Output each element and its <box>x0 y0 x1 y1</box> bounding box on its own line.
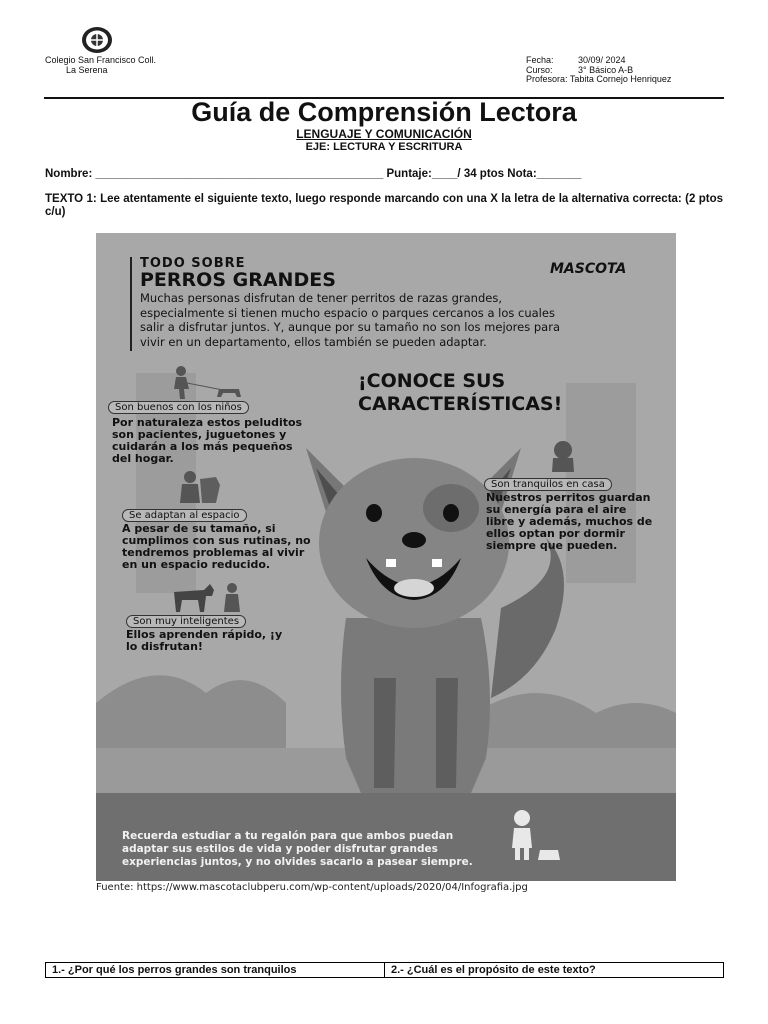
infographic-brand-logo: MASCOTA <box>550 261 627 277</box>
infographic-footer-note: Recuerda estudiar a tu regalón para que ambos puedan adaptar sus estilos de vida y poder disfrutar grandes experiencias juntos, y no olvides sacarlo a pasear siempre. <box>122 830 473 868</box>
infographic-cta: ¡CONOCE SUS CARACTERÍSTICAS! <box>358 370 563 415</box>
school-city: La Serena <box>66 65 108 75</box>
trait-text-intelligent: Ellos aprenden rápido, ¡y lo disfrutan! <box>126 628 283 653</box>
trait-text-calm: Nuestros perritos guardan su energía para el aire libre y además, muchos de ellos optan por dormir siempre que pueden. <box>486 491 653 552</box>
date-value: 30/09/ 2024 <box>578 55 626 65</box>
axis-heading: EJE: LECTURA Y ESCRITURA <box>305 141 463 153</box>
infographic-image <box>96 233 676 881</box>
infographic-intro: Muchas personas disfrutan de tener perritos de razas grandes, especialmente si tienen mucho espacio o parques cercanos a los cuales salir a disfrutar juntos. Y, aunque por su tamaño no son los mejores para vivir en un departamento, ellos también se pueden adaptar. <box>140 291 561 349</box>
trait-text-children: Por naturaleza estos peluditos son pacientes, juguetones y cuidarán a los más pequeños del hogar. <box>112 416 303 465</box>
child-walking-dog-icon <box>151 365 251 401</box>
course-value: 3° Básico A-B <box>578 65 634 75</box>
trait-label-space: Se adaptan al espacio <box>122 509 247 522</box>
dog-sleeping-icon <box>548 438 578 474</box>
dog-playing-icon <box>166 580 256 616</box>
question-1: 1.- ¿Por qué los perros grandes son tranquilos <box>46 963 385 977</box>
trait-label-calm: Son tranquilos en casa <box>484 478 612 491</box>
child-hugging-dog-icon <box>176 469 224 505</box>
trait-label-children: Son buenos con los niños <box>108 401 249 414</box>
infographic-source: Fuente: https://www.mascotaclubperu.com/wp-content/uploads/2020/04/Infografia.jpg <box>96 882 528 893</box>
course-label: Curso: <box>526 65 553 75</box>
subject-heading: LENGUAJE Y COMUNICACIÓN <box>296 127 472 141</box>
student-info-line: Nombre: _____________________________________________ Puntaje:____/ 34 ptos Nota:_______ <box>45 168 582 180</box>
school-crest-logo <box>81 26 113 54</box>
teacher-name: Profesora: Tabita Cornejo Henriquez <box>526 74 672 84</box>
instructions: TEXTO 1: Lee atentamente el siguiente texto, luego responde marcando con una X la letra de la alternativa correcta: (2 ptos c/u) <box>45 193 723 218</box>
school-name: Colegio San Francisco Coll. <box>45 55 157 65</box>
trait-label-intelligent: Son muy inteligentes <box>126 615 246 628</box>
infographic-kicker: TODO SOBRE <box>140 256 246 271</box>
trait-text-space: A pesar de su tamaño, si cumplimos con sus rutinas, no tendremos problemas al vivir en un espacio reducido. <box>122 522 311 571</box>
questions-table <box>45 962 724 978</box>
date-label: Fecha: <box>526 55 554 65</box>
question-2: 2.- ¿Cuál es el propósito de este texto? <box>391 964 596 976</box>
page-title: Guía de Comprensión Lectora <box>191 97 577 127</box>
infographic-heading: PERROS GRANDES <box>140 269 336 291</box>
child-with-dog-footer-icon <box>504 808 564 864</box>
